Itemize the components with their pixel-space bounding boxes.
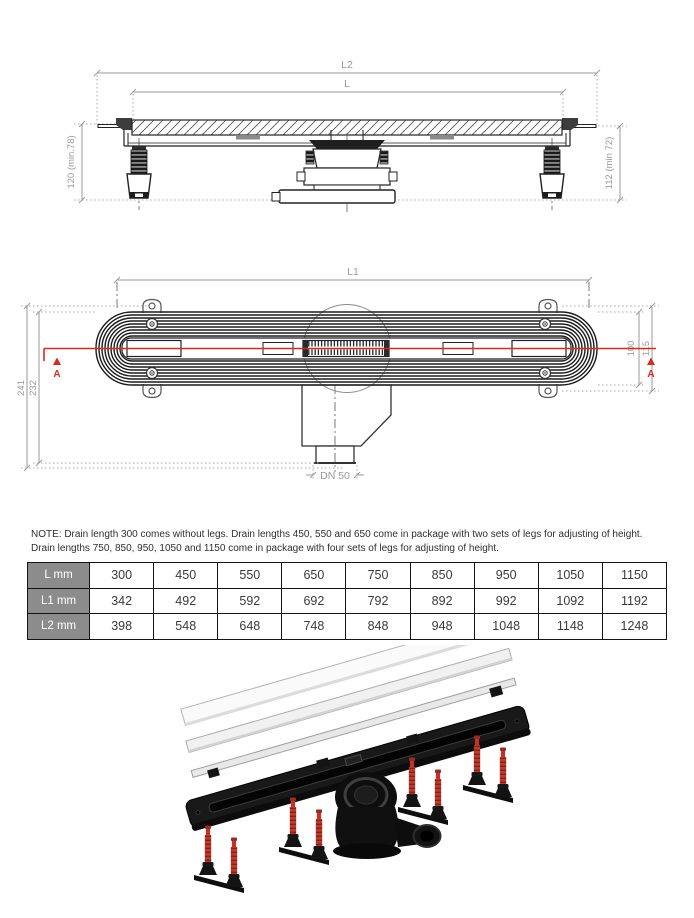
dim-label-241: 241 <box>16 380 27 396</box>
table-cell: 950 <box>474 563 538 589</box>
table-cell: 1048 <box>474 614 538 640</box>
table-cell: 748 <box>282 614 346 640</box>
dim-label-l: L <box>344 78 350 90</box>
dimension-table <box>27 562 667 640</box>
section-letter-left: A <box>53 369 61 380</box>
note-text: NOTE: Drain length 300 comes without legs. Drain lengths 450, 550 and 650 come in package with two sets of legs for adjusting of height. Drain lengths 750, 850, 950, 1050 and 1150 come in package with four sets of legs for adjusting of height. <box>31 529 643 554</box>
table-cell: 342 <box>90 588 154 614</box>
table-cell: 1148 <box>538 614 602 640</box>
table-row-l2 <box>28 614 667 640</box>
dim-241 <box>16 303 345 471</box>
dim-label-l1: L1 <box>347 266 359 278</box>
table-cell: 1248 <box>602 614 666 640</box>
row-header-l2: L2 mm <box>28 614 90 640</box>
table-cell: 848 <box>346 614 410 640</box>
adjustable-leg-right <box>540 146 564 198</box>
table-cell: 300 <box>90 563 154 589</box>
outlet-top <box>302 385 391 472</box>
table-cell: 992 <box>474 588 538 614</box>
dim-label-112: 112 (min 72) <box>604 136 615 190</box>
dim-label-l2: L2 <box>341 59 353 71</box>
dim-l <box>130 78 566 119</box>
table-cell: 1150 <box>602 563 666 589</box>
table-cell: 1092 <box>538 588 602 614</box>
section-arrow-left <box>53 358 61 366</box>
table-cell: 398 <box>90 614 154 640</box>
leg-set-2 <box>279 798 329 866</box>
dim-label-115: 115 <box>641 340 652 357</box>
dim-label-232: 232 <box>28 380 39 396</box>
table-cell: 650 <box>282 563 346 589</box>
table-row-l <box>28 563 667 589</box>
table-cell: 450 <box>154 563 218 589</box>
table-cell: 948 <box>410 614 474 640</box>
row-header-l1: L1 mm <box>28 588 90 614</box>
section-letter-right: A <box>647 369 655 380</box>
table-cell: 592 <box>218 588 282 614</box>
table-cell: 750 <box>346 563 410 589</box>
table-cell: 792 <box>346 588 410 614</box>
section-arrow-right <box>647 358 655 366</box>
table-cell: 1050 <box>538 563 602 589</box>
table-cell: 1192 <box>602 588 666 614</box>
dim-label-100: 100 <box>626 340 637 357</box>
table-cell: 892 <box>410 588 474 614</box>
dim-height-right <box>594 123 627 203</box>
dim-l1 <box>114 266 592 310</box>
side-section-view <box>0 40 694 240</box>
adjustable-leg-left <box>127 146 151 198</box>
row-header-l: L mm <box>28 563 90 589</box>
table-cell: 850 <box>410 563 474 589</box>
table-cell: 548 <box>154 614 218 640</box>
table-cell: 692 <box>282 588 346 614</box>
table-cell: 492 <box>154 588 218 614</box>
dim-dn50 <box>306 465 364 482</box>
dim-label-120: 120 (min.78) <box>66 135 77 189</box>
table-cell: 648 <box>218 614 282 640</box>
table-cell: 550 <box>218 563 282 589</box>
grate-rail-top <box>181 645 509 726</box>
table-row-l1 <box>28 588 667 614</box>
tile-hatch <box>132 120 562 135</box>
leg-set-1 <box>194 826 244 894</box>
product-photo <box>0 645 694 918</box>
top-view <box>0 260 694 505</box>
dim-label-dn50: DN 50 <box>320 470 350 482</box>
siphon-section <box>272 130 397 203</box>
